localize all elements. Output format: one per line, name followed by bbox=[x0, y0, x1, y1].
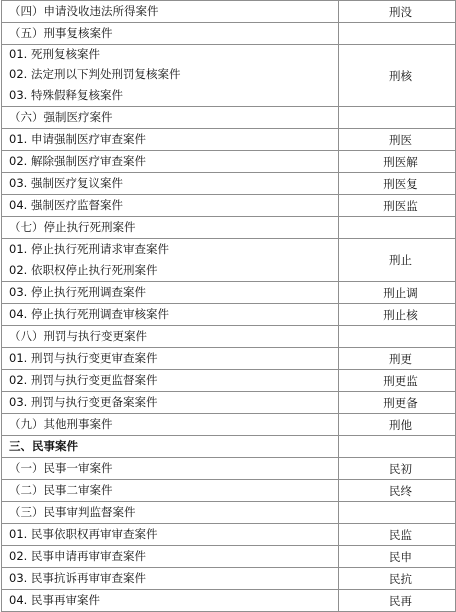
case-type-label: 03. 停止执行死刑调查案件 bbox=[9, 285, 146, 299]
case-type-cell bbox=[2, 392, 339, 414]
case-type-label: 01. 刑罚与执行变更审查案件 bbox=[9, 351, 158, 365]
table-row bbox=[2, 392, 456, 414]
table-row bbox=[2, 107, 456, 129]
case-type-cell bbox=[2, 480, 339, 502]
case-type-label: 03. 刑罚与执行变更备案案件 bbox=[9, 395, 158, 409]
case-type-cell bbox=[2, 590, 339, 612]
table-row bbox=[2, 370, 456, 392]
case-code-cell: 刑核 bbox=[339, 45, 456, 107]
table-row bbox=[2, 217, 456, 239]
case-type-label: （六）强制医疗案件 bbox=[9, 110, 113, 124]
case-type-cell bbox=[2, 239, 339, 282]
case-code-cell: 民初 bbox=[339, 458, 456, 480]
case-type-cell bbox=[2, 524, 339, 546]
table-row bbox=[2, 414, 456, 436]
table-row bbox=[2, 45, 456, 107]
case-type-label: 04. 停止执行死刑调查审核案件 bbox=[9, 307, 169, 321]
case-code-table-body bbox=[2, 1, 456, 612]
case-type-label: 02. 解除强制医疗审查案件 bbox=[9, 154, 146, 168]
case-code-cell bbox=[339, 436, 456, 458]
case-code-cell: 民终 bbox=[339, 480, 456, 502]
case-code-cell: 刑医监 bbox=[339, 195, 456, 217]
table-row bbox=[2, 546, 456, 568]
case-type-cell bbox=[2, 1, 339, 23]
table-row bbox=[2, 173, 456, 195]
table-row bbox=[2, 239, 456, 282]
case-type-label: 02. 刑罚与执行变更监督案件 bbox=[9, 373, 158, 387]
case-type-label: （九）其他刑事案件 bbox=[9, 417, 113, 431]
case-type-label: （五）刑事复核案件 bbox=[9, 26, 113, 40]
case-type-cell bbox=[2, 129, 339, 151]
case-code-cell: 刑止核 bbox=[339, 304, 456, 326]
case-type-cell bbox=[2, 546, 339, 568]
table-row bbox=[2, 348, 456, 370]
case-type-cell bbox=[2, 304, 339, 326]
case-type-cell bbox=[2, 45, 339, 107]
case-type-cell bbox=[2, 282, 339, 304]
table-row bbox=[2, 1, 456, 23]
case-type-cell bbox=[2, 195, 339, 217]
case-code-cell: 刑更监 bbox=[339, 370, 456, 392]
case-type-label: （八）刑罚与执行变更案件 bbox=[9, 329, 147, 343]
case-type-cell bbox=[2, 458, 339, 480]
case-code-cell: 民申 bbox=[339, 546, 456, 568]
table-row bbox=[2, 282, 456, 304]
table-row bbox=[2, 568, 456, 590]
case-type-label: 03. 民事抗诉再审审查案件 bbox=[9, 571, 146, 585]
case-type-label: 01. 申请强制医疗审查案件 bbox=[9, 132, 146, 146]
case-code-cell: 刑医 bbox=[339, 129, 456, 151]
table-row bbox=[2, 480, 456, 502]
case-code-cell: 刑医复 bbox=[339, 173, 456, 195]
case-code-cell bbox=[339, 107, 456, 129]
case-code-cell: 民再 bbox=[339, 590, 456, 612]
case-type-cell bbox=[2, 348, 339, 370]
table-row bbox=[2, 326, 456, 348]
case-code-cell: 民监 bbox=[339, 524, 456, 546]
case-type-label: 04. 强制医疗监督案件 bbox=[9, 198, 123, 212]
table-row bbox=[2, 524, 456, 546]
case-code-cell bbox=[339, 23, 456, 45]
case-code-cell: 刑医解 bbox=[339, 151, 456, 173]
case-type-cell bbox=[2, 173, 339, 195]
case-type-label: 04. 民事再审案件 bbox=[9, 593, 100, 607]
case-type-label: 03. 强制医疗复议案件 bbox=[9, 176, 123, 190]
case-type-label: 02. 法定刑以下判处刑罚复核案件 bbox=[9, 67, 181, 81]
table-row bbox=[2, 304, 456, 326]
table-row bbox=[2, 436, 456, 458]
case-type-label: 三、民事案件 bbox=[9, 439, 78, 453]
table-row bbox=[2, 129, 456, 151]
case-type-cell bbox=[2, 414, 339, 436]
table-row bbox=[2, 502, 456, 524]
case-type-label: 02. 依职权停止执行死刑案件 bbox=[9, 263, 158, 277]
table-row bbox=[2, 23, 456, 45]
case-type-label: （一）民事一审案件 bbox=[9, 461, 113, 475]
case-type-label: （三）民事审判监督案件 bbox=[9, 505, 136, 519]
case-type-cell bbox=[2, 370, 339, 392]
case-type-label: （七）停止执行死刑案件 bbox=[9, 220, 136, 234]
case-code-cell: 民抗 bbox=[339, 568, 456, 590]
case-type-label: 03. 特殊假释复核案件 bbox=[9, 88, 123, 102]
case-type-cell bbox=[2, 326, 339, 348]
case-type-label: 01. 停止执行死刑请求审查案件 bbox=[9, 242, 169, 256]
case-type-cell bbox=[2, 217, 339, 239]
case-code-table bbox=[1, 0, 456, 612]
case-type-label: 02. 民事申请再审审查案件 bbox=[9, 549, 146, 563]
case-type-cell bbox=[2, 436, 339, 458]
case-code-cell bbox=[339, 326, 456, 348]
table-row bbox=[2, 590, 456, 612]
case-code-cell bbox=[339, 502, 456, 524]
case-code-cell: 刑止 bbox=[339, 239, 456, 282]
case-type-cell bbox=[2, 502, 339, 524]
case-type-cell bbox=[2, 107, 339, 129]
table-row bbox=[2, 195, 456, 217]
case-code-cell: 刑更备 bbox=[339, 392, 456, 414]
case-type-cell bbox=[2, 23, 339, 45]
case-type-label: （四）申请没收违法所得案件 bbox=[9, 4, 159, 18]
case-type-label: 01. 死刑复核案件 bbox=[9, 47, 100, 61]
table-row bbox=[2, 151, 456, 173]
case-type-cell bbox=[2, 151, 339, 173]
case-code-cell: 刑止调 bbox=[339, 282, 456, 304]
case-type-label: 01. 民事依职权再审审查案件 bbox=[9, 527, 158, 541]
case-code-cell: 刑没 bbox=[339, 1, 456, 23]
case-code-cell bbox=[339, 217, 456, 239]
case-code-cell: 刑更 bbox=[339, 348, 456, 370]
case-type-cell bbox=[2, 568, 339, 590]
table-row bbox=[2, 458, 456, 480]
case-code-cell: 刑他 bbox=[339, 414, 456, 436]
case-type-label: （二）民事二审案件 bbox=[9, 483, 113, 497]
